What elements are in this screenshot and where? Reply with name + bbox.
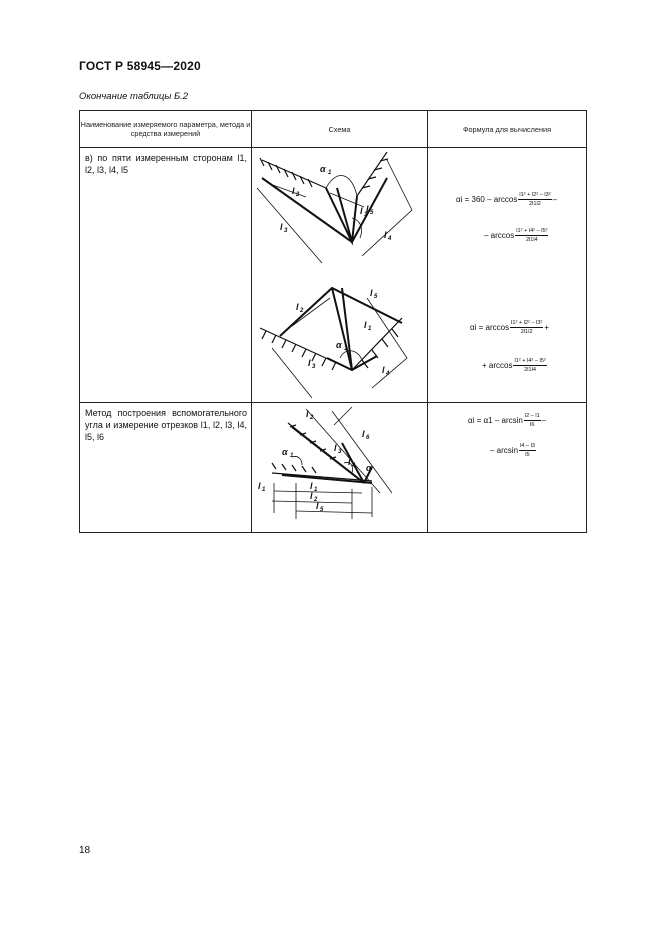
svg-text:1: 1 <box>368 326 372 332</box>
svg-text:l: l <box>360 206 363 216</box>
formula-line: – arcsin $\frac{l4 - l3}{l5}$ <box>490 443 535 458</box>
svg-text:α: α <box>366 463 372 473</box>
svg-text:5: 5 <box>370 210 374 216</box>
row-description: в) по пяти измеренным сторонам l1, l2, l3, l4, l5 <box>80 148 252 403</box>
svg-text:α: α <box>336 340 342 350</box>
column-header-parameter: Наименование измеряемого параметра, метода и средства измерений <box>80 111 252 148</box>
svg-text:2: 2 <box>300 308 304 314</box>
svg-text:1: 1 <box>344 346 348 352</box>
svg-text:4: 4 <box>386 371 390 377</box>
svg-text:l: l <box>258 481 261 491</box>
svg-text:4: 4 <box>388 236 392 242</box>
svg-text:l: l <box>366 204 369 214</box>
svg-text:l: l <box>310 491 313 501</box>
svg-text:3: 3 <box>338 449 342 455</box>
document-header: ГОСТ Р 58945—2020 <box>79 59 201 73</box>
svg-text:l: l <box>292 186 295 196</box>
svg-text:l: l <box>362 429 365 439</box>
svg-text:6: 6 <box>366 435 370 441</box>
formula-line: αi = α1 – arcsin $\frac{l2 - l1}{l6}$ – <box>468 413 547 428</box>
svg-text:l: l <box>308 358 311 368</box>
table-row <box>80 148 587 403</box>
svg-text:1: 1 <box>314 487 318 493</box>
svg-text:α: α <box>320 164 326 174</box>
svg-text:l: l <box>334 443 337 453</box>
formula-line: + arccos $\frac{\text{l1² + l4² – l5²}}{2l1l4}$ <box>482 358 546 373</box>
formula-cell <box>428 403 587 533</box>
svg-text:l: l <box>310 481 313 491</box>
fraction: $\frac{l2 - l1}{l6}$ <box>524 413 540 428</box>
table-header-row <box>80 111 587 148</box>
fraction: $\frac{\text{l1² + l4² – l5²}}{2l1l4}$ <box>516 228 548 243</box>
formula-cell <box>428 148 587 403</box>
svg-text:1: 1 <box>290 453 294 459</box>
svg-text:3: 3 <box>284 228 288 234</box>
svg-text:2: 2 <box>314 497 318 503</box>
fraction: $\frac{\text{l1² + l2² – l3²}}{2l1l2}$ <box>511 320 543 335</box>
scheme-five-sides <box>252 148 428 398</box>
column-header-scheme: Схема <box>252 111 428 148</box>
fraction: $\frac{\text{l1² + l4² – l5²}}{2l1l4}$ <box>514 358 546 373</box>
measurement-table <box>79 110 587 533</box>
formula-line: – arccos $\frac{\text{l1² + l4² – l5²}}{2l1l4}$ <box>484 228 548 243</box>
svg-text:l: l <box>364 320 367 330</box>
svg-text:2: 2 <box>310 415 314 421</box>
svg-text:l: l <box>348 457 351 467</box>
svg-text:1: 1 <box>364 212 368 218</box>
column-header-formula: Формула для вычисления <box>428 111 587 148</box>
table-row <box>80 403 587 533</box>
svg-text:α: α <box>282 447 288 457</box>
page-number: 18 <box>79 845 91 856</box>
svg-text:1: 1 <box>328 170 332 176</box>
scheme-auxiliary-angle <box>252 403 428 528</box>
svg-text:l: l <box>316 501 319 511</box>
svg-text:4: 4 <box>352 463 356 469</box>
fraction: $\frac{l4 - l3}{l5}$ <box>520 443 535 458</box>
scheme-cell <box>252 403 428 533</box>
svg-text:5: 5 <box>320 507 324 513</box>
svg-text:1: 1 <box>262 487 266 493</box>
formula-line: αi = arccos $\frac{\text{l1² + l2² – l3²}}{2l1l2}$ + <box>470 320 550 335</box>
fraction: $\frac{\text{l1² + l2² – l3²}}{2l1l2}$ <box>519 192 551 207</box>
scheme-cell <box>252 148 428 403</box>
svg-text:l: l <box>296 302 299 312</box>
svg-text:l: l <box>382 365 385 375</box>
svg-text:l: l <box>306 409 309 419</box>
svg-text:2: 2 <box>296 192 300 198</box>
svg-text:3: 3 <box>312 364 316 370</box>
svg-text:5: 5 <box>374 294 378 300</box>
svg-text:l: l <box>370 288 373 298</box>
formula-line: αi = 360 – arccos $\frac{\text{l1² + l2² – l3²}}{2l1l2}$ – <box>456 192 558 207</box>
svg-text:l: l <box>280 222 283 232</box>
table-caption: Окончание таблицы Б.2 <box>79 91 189 102</box>
svg-text:l: l <box>384 230 387 240</box>
row-description: Метод построения вспомогательного угла и измерение отрезков l1, l2, l3, l4, l5, l6 <box>80 403 252 533</box>
